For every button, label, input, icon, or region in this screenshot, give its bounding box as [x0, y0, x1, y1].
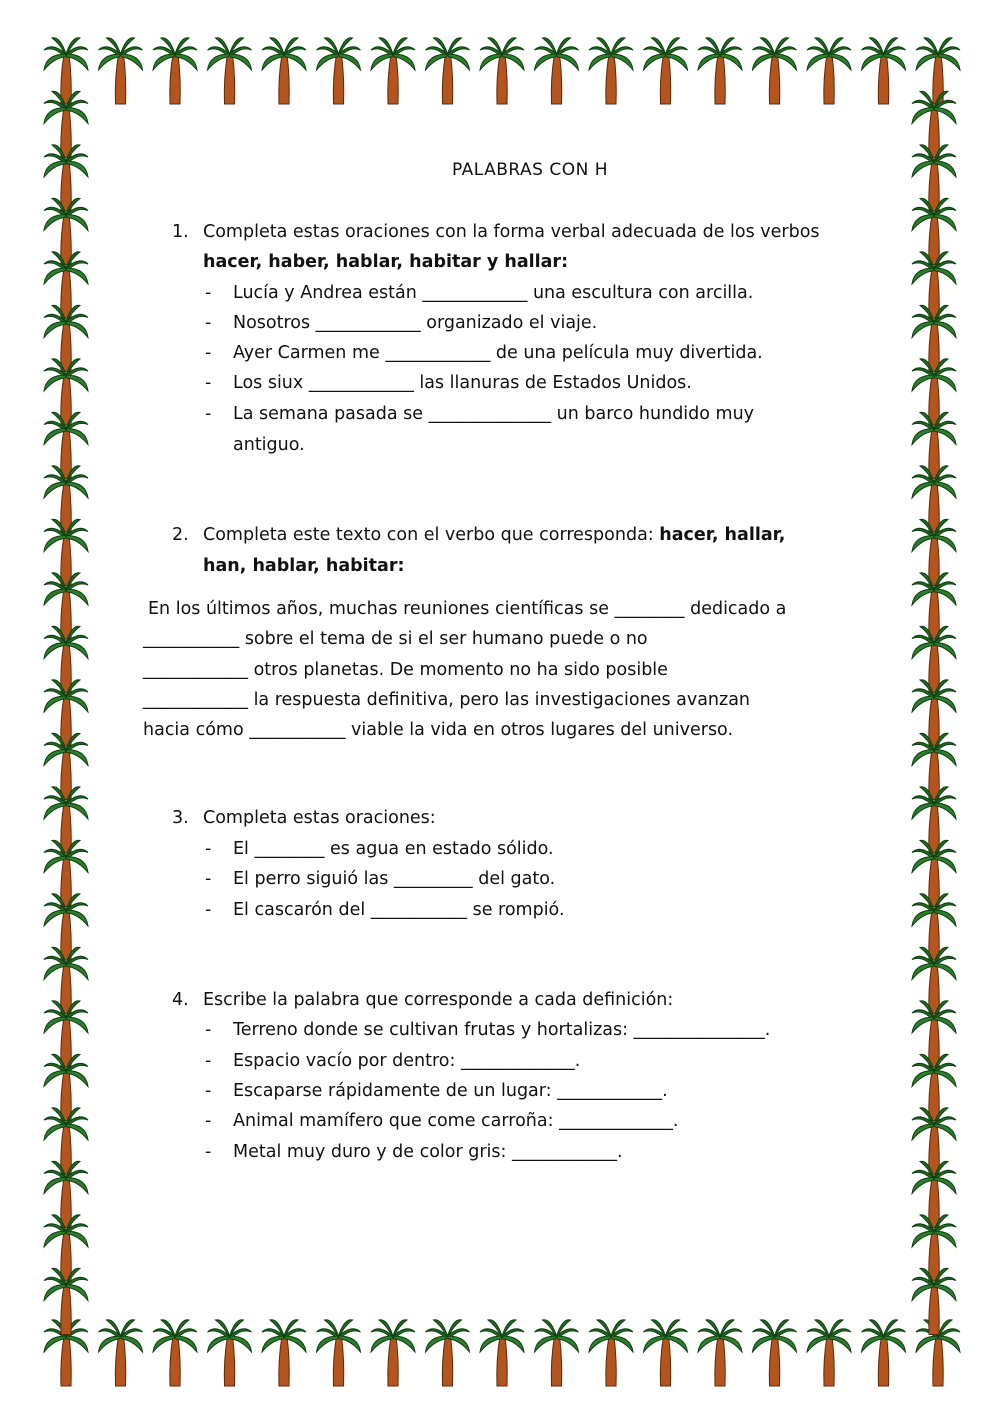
q2-instruction: [203, 523, 785, 547]
q4-item-2: Espacio vacío por dentro: _____________.: [233, 1051, 581, 1071]
q1-instruction: Completa estas oraciones con la forma verbal adecuada de los verbos: [203, 222, 820, 242]
q1-item-5: La semana pasada se ______________ un barco hundido muy: [233, 404, 755, 424]
q1-item-4: Los siux ____________ las llanuras de Estados Unidos.: [233, 373, 692, 393]
q4-item-dash: -: [205, 1020, 212, 1040]
q1-item-2: Nosotros ____________ organizado el viaje.: [233, 313, 598, 333]
page-title: PALABRAS CON H: [451, 160, 609, 180]
q4-item-dash: -: [205, 1051, 212, 1071]
q4-number: 4.: [172, 990, 189, 1010]
q1-item-dash: -: [205, 313, 212, 333]
q2-verbs: [203, 554, 404, 578]
q4-item-dash: -: [205, 1111, 212, 1131]
q3-number: 3.: [172, 808, 189, 828]
q4-item-dash: -: [205, 1142, 212, 1162]
q3-item-dash: -: [205, 839, 212, 859]
q4-instruction: Escribe la palabra que corresponde a cada definición:: [203, 990, 674, 1010]
q1-item-dash: -: [205, 404, 212, 424]
q2-paragraph-line-1: En los últimos años, muchas reuniones científicas se ________ dedicado a: [148, 599, 787, 619]
q1-item-dash: -: [205, 343, 212, 363]
q2-paragraph-line-3: ____________ otros planetas. De momento no ha sido posible: [143, 660, 668, 680]
q1-item-1: Lucía y Andrea están ____________ una escultura con arcilla.: [233, 283, 754, 303]
q1-item-3: Ayer Carmen me ____________ de una película muy divertida.: [233, 343, 763, 363]
q2-verbs-bold-1: hacer, hallar,: [659, 525, 786, 545]
q3-item-2: El perro siguió las _________ del gato.: [233, 869, 556, 889]
q1-verbs-bold: hacer, haber, hablar, habitar y hallar:: [203, 252, 569, 272]
q3-item-dash: -: [205, 869, 212, 889]
q4-item-3: Escaparse rápidamente de un lugar: ____________.: [233, 1081, 668, 1101]
q4-item-5: Metal muy duro y de color gris: ____________.: [233, 1142, 623, 1162]
q1-item-dash: -: [205, 373, 212, 393]
q3-item-1: El ________ es agua en estado sólido.: [233, 839, 554, 859]
q3-instruction: Completa estas oraciones:: [203, 808, 436, 828]
q1-number: 1.: [172, 222, 189, 242]
q4-item-4: Animal mamífero que come carroña: _____________.: [233, 1111, 679, 1131]
q3-item-3: El cascarón del ___________ se rompió.: [233, 900, 565, 920]
q4-item-1: Terreno donde se cultivan frutas y hortalizas: _______________.: [233, 1020, 771, 1040]
q1-item-5-cont: antiguo.: [233, 435, 305, 455]
q4-item-dash: -: [205, 1081, 212, 1101]
q1-item-dash: -: [205, 283, 212, 303]
q2-verbs-bold-2: han, hablar, habitar:: [203, 556, 405, 576]
q2-paragraph-line-2: ___________ sobre el tema de si el ser humano puede o no: [143, 629, 648, 649]
q3-item-dash: -: [205, 900, 212, 920]
q2-paragraph-line-4: ____________ la respuesta definitiva, pero las investigaciones avanzan: [143, 690, 751, 710]
q1-verbs: [203, 250, 568, 274]
q2-instruction-text: Completa este texto con el verbo que corresponda:: [203, 525, 660, 545]
q2-paragraph-line-5: hacia cómo ___________ viable la vida en otros lugares del universo.: [143, 720, 734, 740]
q2-number: 2.: [172, 525, 189, 545]
